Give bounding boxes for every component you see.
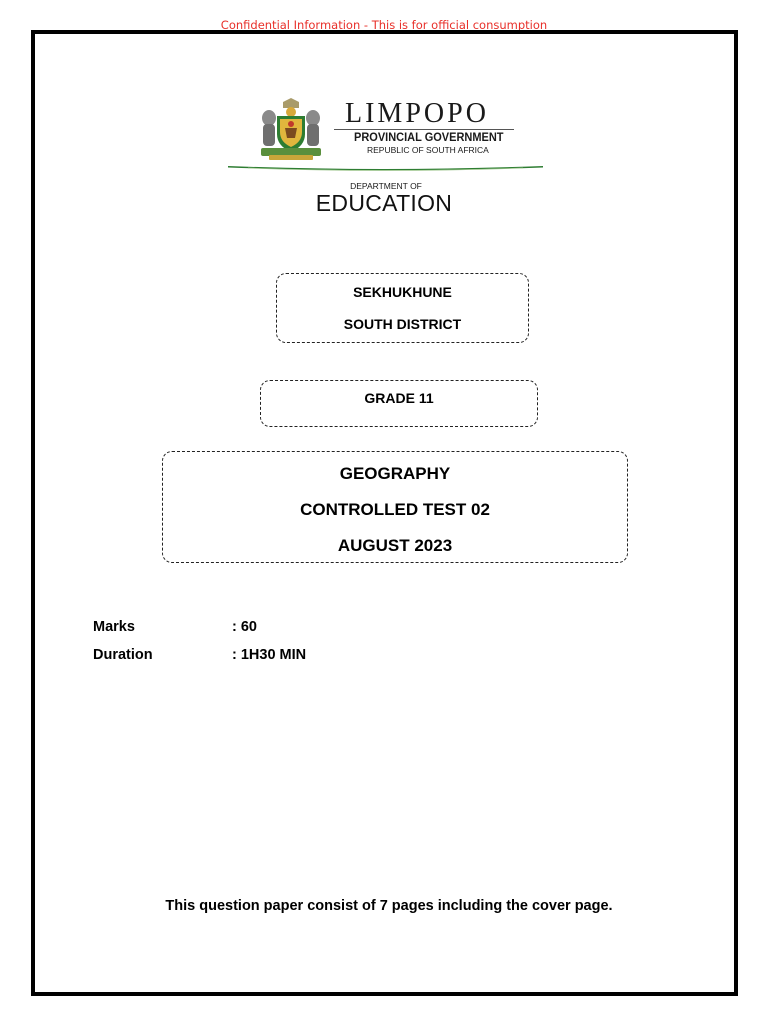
test-name: CONTROLLED TEST 02 xyxy=(300,500,490,519)
logo-divider xyxy=(334,129,514,130)
confidential-notice: Confidential Information - This is for official consumption xyxy=(220,18,548,32)
limpopo-coat-of-arms-icon xyxy=(255,98,327,162)
duration-label: Duration xyxy=(93,647,153,663)
page-count-note: This question paper consist of 7 pages including the cover page. xyxy=(165,898,613,914)
logo-country: REPUBLIC OF SOUTH AFRICA xyxy=(367,145,489,155)
department-name: EDUCATION xyxy=(315,190,453,216)
subject-name: GEOGRAPHY xyxy=(339,464,451,483)
marks-value: : 60 xyxy=(232,619,257,635)
district-name: SEKHUKHUNE xyxy=(353,284,452,300)
district-region: SOUTH DISTRICT xyxy=(343,316,462,332)
grade-label: GRADE 11 xyxy=(364,390,434,406)
department-prefix: DEPARTMENT OF xyxy=(350,181,422,191)
marks-label: Marks xyxy=(93,619,135,635)
grade-box xyxy=(260,380,538,427)
district-box xyxy=(276,273,529,343)
logo-subtitle: PROVINCIAL GOVERNMENT xyxy=(354,131,504,145)
logo-title: LIMPOPO xyxy=(345,98,489,129)
duration-value: : 1H30 MIN xyxy=(232,647,307,663)
test-date: AUGUST 2023 xyxy=(337,536,453,555)
subject-box xyxy=(162,451,628,563)
logo-green-swoosh xyxy=(228,165,543,173)
